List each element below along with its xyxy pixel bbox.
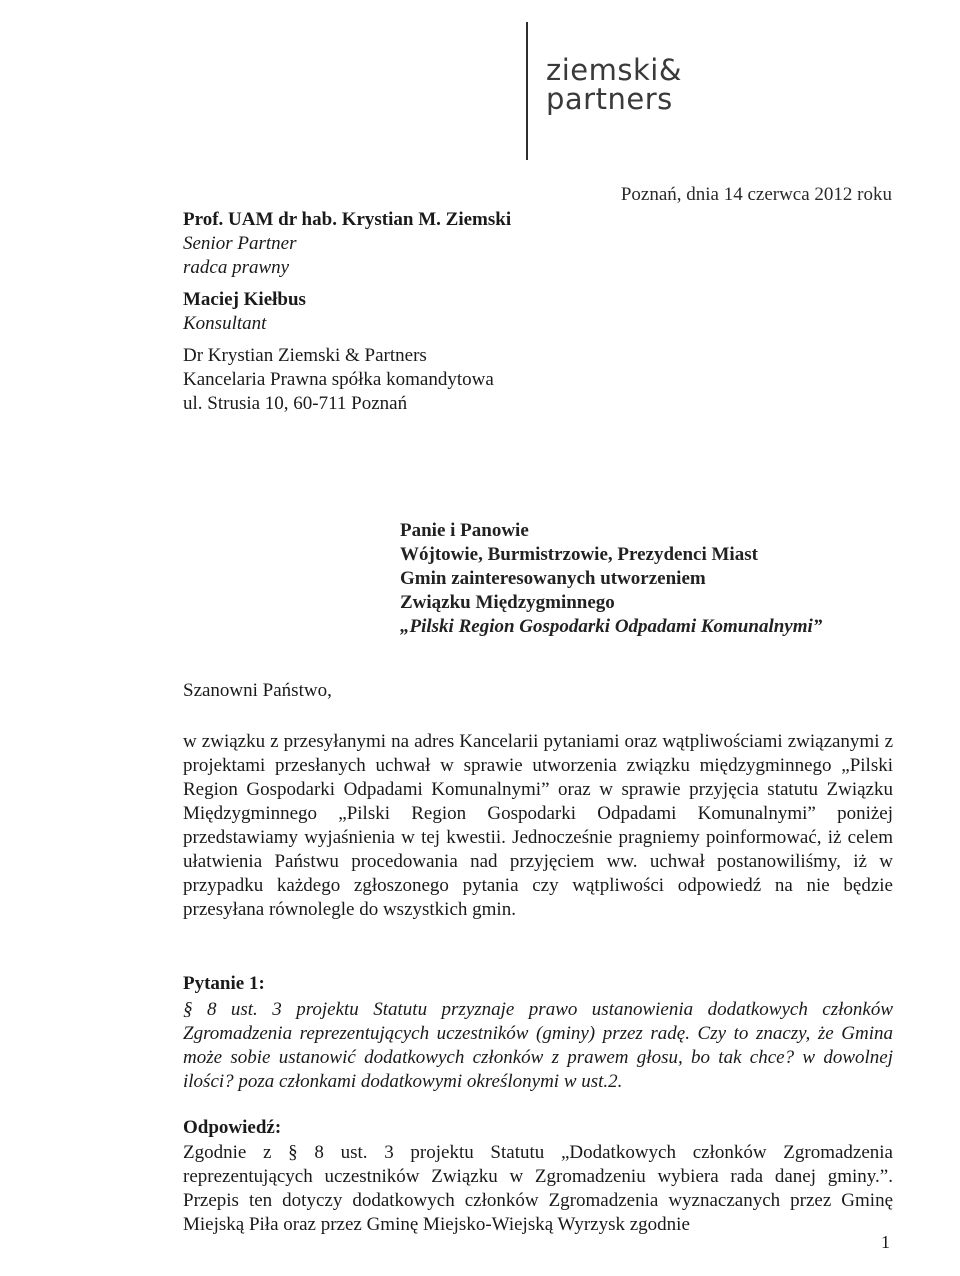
recipient-line-5: „Pilski Region Gospodarki Odpadami Komunalnymi” xyxy=(400,616,823,637)
sender-block xyxy=(183,208,511,416)
sender-name-2: Maciej Kiełbus xyxy=(183,289,306,310)
logo-line-2: partners xyxy=(546,82,673,116)
question-paragraph xyxy=(183,998,893,1094)
firm-name: Dr Krystian Ziemski & Partners xyxy=(183,345,427,366)
recipient-line-4: Związku Międzygminnego xyxy=(400,592,615,613)
answer-paragraph xyxy=(183,1141,893,1237)
question-heading: Pytanie 1: xyxy=(183,973,265,994)
answer-text: Zgodnie z § 8 ust. 3 projektu Statutu „Dodatkowych członków Zgromadzenia reprezentujących uczestników Związku w Zgromadzeniu wybiera rada danej gminy.”. Przepis ten dotyczy dodatkowych członków Zgromadzenia wyznaczanych przez Gminę Miejską Piła oraz przez Gminę Miejsko-Wiejską Wyrzysk zgodnie xyxy=(183,1142,893,1235)
intro-text: w związku z przesyłanymi na adres Kancelarii pytaniami oraz wątpliwościami związanymi z projektami przesłanych uchwał w sprawie utworzenia związku międzygminnego „Pilski Region Gospodarki Odpadami Komunalnymi” oraz w sprawie przyjęcia statutu Związku Międzygminnego „Pilski Region Gospodarki Odpadami Komunalnymi” poniżej przedstawiamy wyjaśnienia w tej kwestii. Jednocześnie pragniemy poinformować, iż celem ułatwienia Państwu procedowania nad przyjęciem ww. uchwał postanowiliśmy, iż w przypadku każdego zgłoszonego pytania czy wątpliwości odpowiedź na nie będzie przesyłana równolegle do wszystkich gmin. xyxy=(183,731,893,920)
logo-line-1: ziemski& xyxy=(546,53,682,87)
firm-address: ul. Strusia 10, 60-711 Poznań xyxy=(183,393,408,414)
firm-logo xyxy=(546,53,682,116)
sender-role-2: Konsultant xyxy=(183,313,267,334)
intro-paragraph xyxy=(183,730,893,922)
recipient-line-3: Gmin zainteresowanych utworzeniem xyxy=(400,568,706,589)
recipient-line-2: Wójtowie, Burmistrzowie, Prezydenci Miast xyxy=(400,544,758,565)
letter-date: Poznań, dnia 14 czerwca 2012 roku xyxy=(620,184,892,205)
answer-heading: Odpowiedź: xyxy=(183,1117,282,1138)
firm-type: Kancelaria Prawna spółka komandytowa xyxy=(183,369,494,390)
question-text: § 8 ust. 3 projektu Statutu przyznaje prawo ustanowienia dodatkowych członków Zgromadzenia reprezentujących uczestników (gminy) przez radę. Czy to znaczy, że Gmina może sobie ustanowić dodatkowych członków z prawem głosu, bo tak chce? w dowolnej ilości? poza członkami dodatkowymi określonymi w ust.2. xyxy=(183,999,893,1092)
sender-name-1: Prof. UAM dr hab. Krystian M. Ziemski xyxy=(183,209,512,230)
recipient-line-1: Panie i Panowie xyxy=(400,520,529,541)
sender-role-1b: radca prawny xyxy=(183,257,290,278)
salutation: Szanowni Państwo, xyxy=(183,680,332,701)
page-number: 1 xyxy=(881,1232,890,1252)
sender-role-1a: Senior Partner xyxy=(183,233,297,254)
logo-divider xyxy=(526,22,528,160)
recipient-block xyxy=(400,519,822,639)
